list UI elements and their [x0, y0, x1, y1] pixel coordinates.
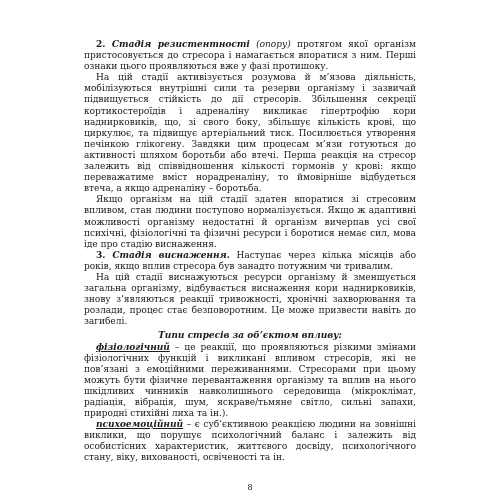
stress-types-heading: Типи стресів за об’єктом впливу:	[158, 331, 342, 342]
section-title-parenthetical: (опору)	[249, 40, 291, 50]
section-exhaustion-stage	[84, 251, 416, 273]
definition-physiological	[84, 343, 416, 421]
section-number: 3.	[96, 250, 113, 261]
definition-text: – є суб’єктивною реакцією людини на зовнішні виклики, що порушує психологічний баланс і залежить від особистісних характеристик, життєвого досвіду, психологічного стану, віку, вихованості, освіченості та ін.	[84, 420, 416, 464]
section-text: протягом якої організм пристосовується до стресора і намагається впоратися з ним. Перші ознаки цього проявляються вже у фазі протишоку.	[84, 40, 416, 73]
paragraph-exhaustion-details: На цій стадії виснажуються ресурси організму й зменшується загальна організму, відбувається виснаження кори наднирковиків, знову з’являються реакції тривожності, хронічні захворювання та розлади, процес стає безповоротним. Це може призвести навіть до загибелі.	[84, 272, 416, 328]
term-psychoemotional: психоемоційний	[96, 420, 184, 431]
definition-psychoemotional	[84, 420, 416, 464]
section-number: 2.	[96, 40, 112, 50]
page-number: 8	[247, 483, 253, 492]
section-resistance-stage	[84, 40, 416, 73]
section-title: Стадія резистентності	[111, 40, 250, 50]
term-physiological: фізіологічний	[96, 342, 170, 353]
definition-text: – це реакції, що проявляються різкими змінами фізіологічних функцій і викликані впливом стресорів, які не пов’язані з емоційними переживаннями. Стресорами при цьому можуть бути фізичне перевантаження організму та вплив на нього шкідливих чинників навколишнього середовища (мікроклімат, радіація, вібрація, шум, яскраве/тьмяне світло, сильні запахи, природні стихійні лиха та ін.).	[84, 342, 416, 420]
paragraph-resistance-details: На цій стадії активізується розумова й м’язова діяльність, мобілізуються внутрішні сили та резерви організму і зазвичай підвищується стійкість до дії стресорів. Збільшення секреції кортикостероїдів і адреналіну викликає гіпертрофію кори наднирковиків, що, зі свого боку, збільшує кількість крові, що циркулює, та підвищує артеріальний тиск. Посилюється утворення печінкою глікогену. Завдяки цим процесам м’язи готуються до активності шляхом боротьби або втечі. Перша реакція на стресор залежить від співвідношення кількості гормонів у крові: якщо переважатиме вміст норадреналіну, то ймовірніше відбудеться втеча, а якщо адреналіну – боротьба.	[84, 73, 416, 195]
paragraph-adaptation: Якщо організм на цій стадії здатен впоратися зі стресовим впливом, стан людини поступово нормалізується. Якщо ж адаптивні можливості організму недостатні й організм вичерпав усі свої психічні, фізіологічні та фізичні ресурси і боротися немає сил, мова іде про стадію виснаження.	[84, 195, 416, 250]
section-text: Наступає через кілька місяців або років, якщо вплив стресора був занадто потужним чи тривалим.	[84, 250, 416, 272]
section-title: Стадія виснаження.	[112, 250, 230, 261]
